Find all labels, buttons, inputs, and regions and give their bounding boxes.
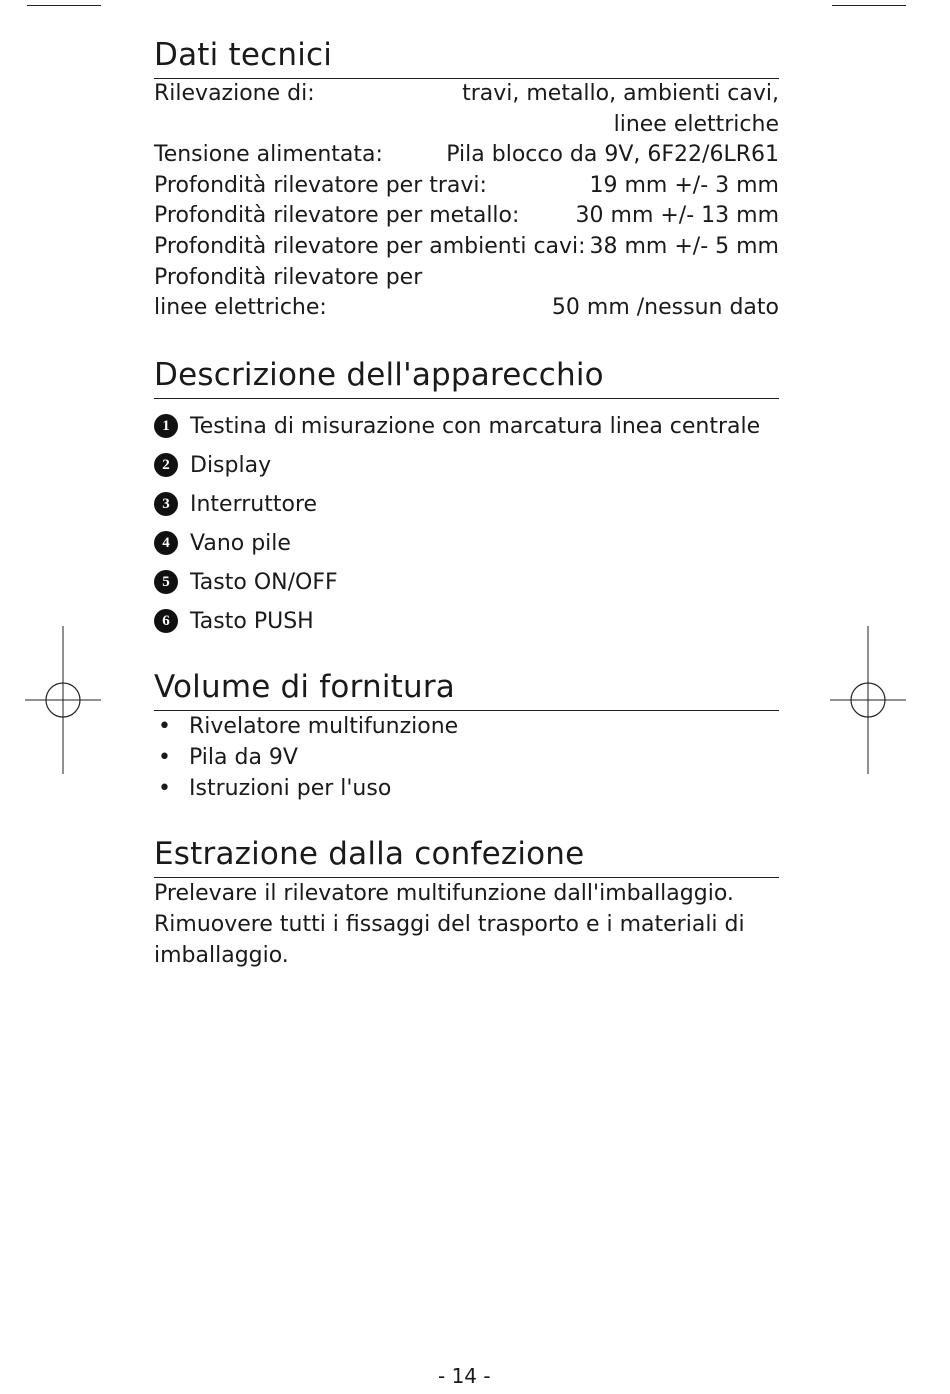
spec-label: Profondità rilevatore per <box>154 264 423 290</box>
number-badge-icon: 5 <box>154 570 178 594</box>
supply-item-label: Istruzioni per l'uso <box>189 775 392 801</box>
page-content <box>154 36 779 971</box>
spec-row-power-lines <box>154 293 779 324</box>
unpacking-heading: Estrazione dalla confezione <box>154 835 779 878</box>
spec-row-beams <box>154 171 779 202</box>
bullet-icon: • <box>158 744 171 770</box>
list-item <box>154 446 779 485</box>
supply-list <box>154 711 779 804</box>
number-badge-icon: 3 <box>154 492 178 516</box>
registration-mark-right <box>830 626 908 776</box>
spec-value: 19 mm +/- 3 mm <box>589 172 779 198</box>
list-item <box>154 563 779 602</box>
spec-label: linee elettriche: <box>154 295 327 321</box>
technical-data-heading: Dati tecnici <box>154 36 779 79</box>
spec-label: Rilevazione di: <box>154 81 315 106</box>
part-label: Tasto PUSH <box>190 608 314 634</box>
part-label: Display <box>190 452 272 478</box>
spec-label: Profondità rilevatore per ambienti cavi: <box>154 233 586 259</box>
bullet-icon: • <box>158 713 171 739</box>
list-item <box>154 524 779 563</box>
unpacking-text <box>154 878 779 971</box>
list-item <box>154 602 779 641</box>
list-item <box>154 773 779 804</box>
spec-value: travi, metallo, ambienti cavi, <box>462 81 779 106</box>
spec-value: 30 mm +/- 13 mm <box>575 203 779 229</box>
list-item <box>154 407 779 446</box>
unpacking-line: Rimuovere tutti i fissaggi del trasporto e i materiali di <box>154 911 745 937</box>
number-badge-icon: 1 <box>154 414 178 438</box>
number-badge-icon: 4 <box>154 531 178 555</box>
spec-row-cavities <box>154 232 779 263</box>
spec-row-voltage <box>154 140 779 171</box>
part-label: Testina di misurazione con marcatura linea centrale <box>190 413 761 439</box>
list-item <box>154 711 779 742</box>
supply-scope-heading: Volume di fornitura <box>154 668 779 711</box>
device-description-heading: Descrizione dell'apparecchio <box>154 356 779 399</box>
spec-label: Profondità rilevatore per metallo: <box>154 203 520 229</box>
number-badge-icon: 6 <box>154 609 178 633</box>
spec-value: Pila blocco da 9V, 6F22/6LR61 <box>446 142 779 168</box>
spec-value: 38 mm +/- 5 mm <box>589 233 779 259</box>
spec-row-detection <box>154 79 779 110</box>
unpacking-line: imballaggio. <box>154 942 289 968</box>
spec-value: 50 mm /nessun dato <box>551 295 779 321</box>
spec-row-metal <box>154 201 779 232</box>
list-item <box>154 485 779 524</box>
list-item <box>154 742 779 773</box>
technical-data-table <box>154 79 779 324</box>
supply-item-label: Pila da 9V <box>189 744 298 770</box>
spec-label: Tensione alimentata: <box>154 142 383 168</box>
number-badge-icon: 2 <box>154 453 178 477</box>
part-label: Vano pile <box>190 530 291 556</box>
unpacking-line: Prelevare il rilevatore multifunzione dall'imballaggio. <box>154 880 734 906</box>
page-number: - 14 - <box>438 1364 491 1388</box>
supply-item-label: Rivelatore multifunzione <box>189 713 459 739</box>
registration-mark-left <box>25 626 103 776</box>
spec-label: Profondità rilevatore per travi: <box>154 172 487 198</box>
spec-value-continued: linee elettriche <box>613 111 779 137</box>
crop-mark-top-left <box>27 5 101 6</box>
crop-mark-top-right <box>832 5 906 6</box>
part-label: Tasto ON/OFF <box>190 569 338 595</box>
bullet-icon: • <box>158 775 171 801</box>
part-label: Interruttore <box>190 491 318 517</box>
parts-list <box>154 407 779 641</box>
